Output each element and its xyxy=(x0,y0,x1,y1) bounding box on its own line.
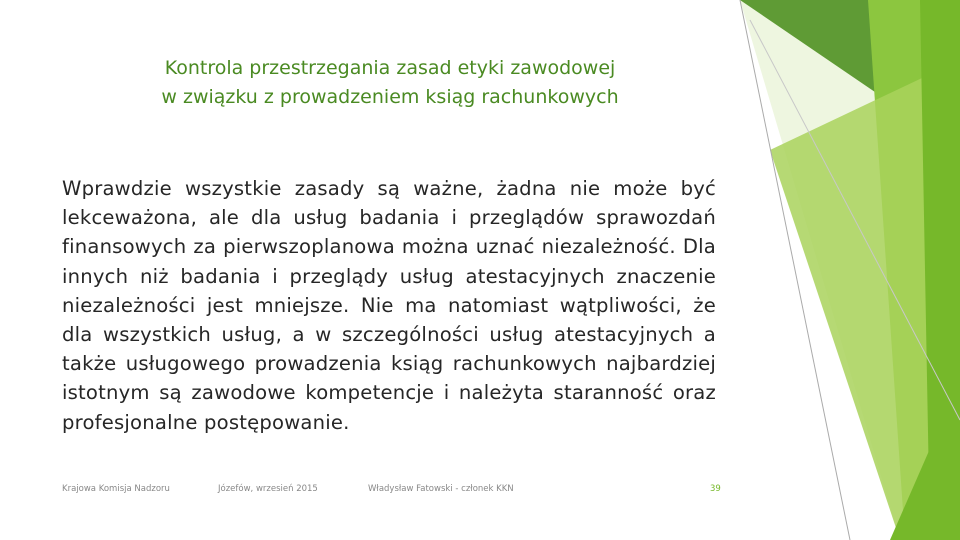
slide-title xyxy=(90,54,690,112)
footer-organization: Krajowa Komisja Nadzoru xyxy=(62,484,170,494)
slide-title-line-1: Kontrola przestrzegania zasad etyki zawodowej xyxy=(164,57,616,79)
footer-date: Józefów, wrzesień 2015 xyxy=(218,484,318,494)
page-number: 39 xyxy=(710,484,721,494)
footer-author: Władysław Fatowski - członek KKN xyxy=(368,484,514,494)
body-paragraph: Wprawdzie wszystkie zasady są ważne, żadna nie może być lekceważona, ale dla usług badania i przeglądów sprawozdań finansowych za pierwszoplanowa można uznać niezależność. Dla innych niż badania i przeglądy usług atestacyjnych znaczenie niezależności jest mniejsze. Nie ma natomiast wątpliwości, że dla wszystkich usług, a w szczególności usług atestacyjnych a także usługowego prowadzenia ksiąg rachunkowych najbardziej istotnym są zawodowe kompetencje i należyta staranność oraz profesjonalne postępowanie. xyxy=(62,177,716,434)
slide-title-line-2: w związku z prowadzeniem ksiąg rachunkowych xyxy=(161,86,619,108)
